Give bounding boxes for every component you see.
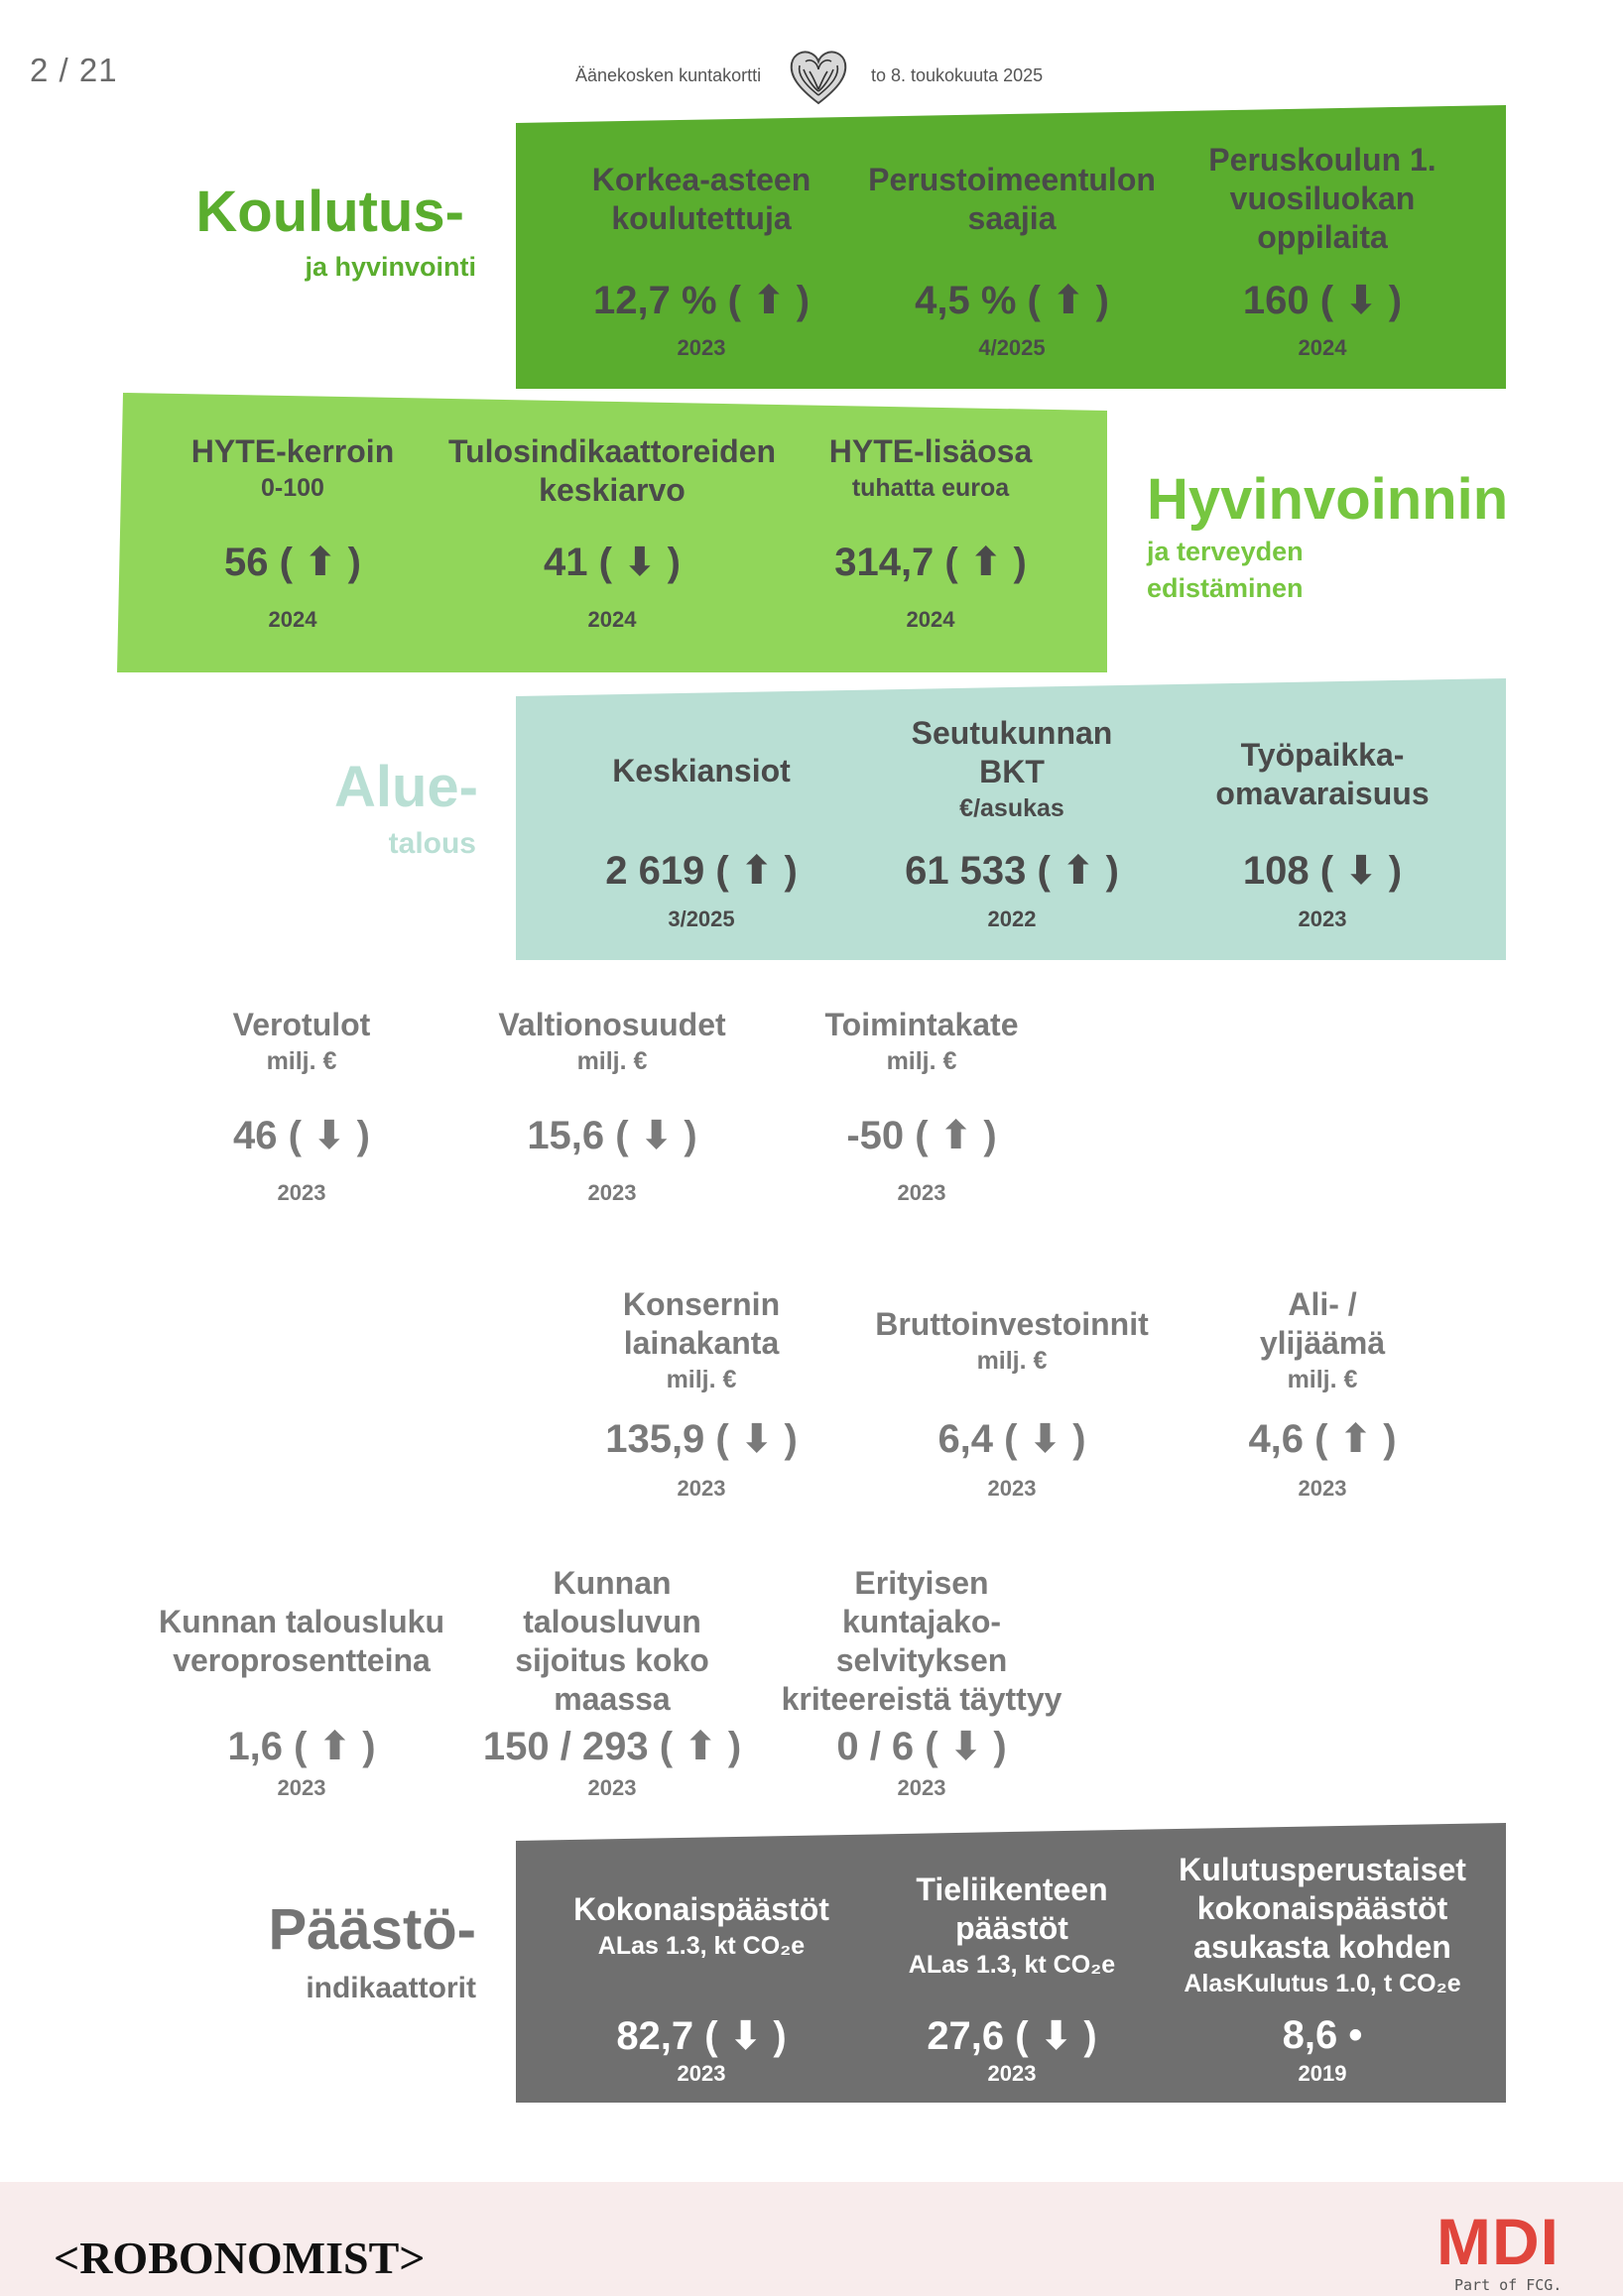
metric-label: Tulosindikaattoreiden: [447, 433, 777, 469]
metric-label: Perustoimeentulon: [868, 162, 1156, 197]
metric-tieliikenteen-paastot: [843, 1871, 1181, 2086]
metric-label: talousluvun: [523, 1604, 701, 1639]
metric-year: 3/2025: [668, 906, 735, 931]
metric-year: 4/2025: [978, 335, 1046, 360]
metric-label: vuosiluokan: [1229, 181, 1416, 216]
metric-label: Seutukunnan: [911, 715, 1113, 751]
metric-seutukunnan-bkt: [843, 714, 1181, 931]
metric-year: 2023: [1298, 1476, 1347, 1501]
header-title: Äänekosken kuntakortti: [575, 65, 762, 85]
metric-unit: milj. €: [976, 1347, 1048, 1375]
metric-label: kokonaispäästöt: [1196, 1890, 1448, 1926]
metric-value: 6,4 ( ⬇ ): [937, 1417, 1086, 1461]
metric-label: Valtionosuudet: [498, 1007, 726, 1042]
metric-label: BKT: [979, 754, 1045, 789]
metric-label: Ali- /: [1288, 1286, 1357, 1322]
metric-label: asukasta kohden: [1193, 1929, 1451, 1965]
metric-unit: €/asukas: [959, 794, 1064, 822]
metric-label: omavaraisuus: [1215, 776, 1430, 811]
metric-toimintakate: [753, 1006, 1090, 1205]
metric-label: HYTE-kerroin: [190, 433, 395, 469]
metric-value: 27,6 ( ⬇ ): [927, 2014, 1097, 2058]
metric-label: Peruskoulun 1.: [1208, 142, 1436, 178]
metric-year: 2023: [677, 2061, 726, 2086]
metric-label: kriteereistä täyttyy: [781, 1681, 1062, 1717]
metric-label: Tieliikenteen: [916, 1872, 1108, 1907]
metric-label: Korkea-asteen: [591, 162, 812, 197]
section-subtitle-alue: talous: [388, 827, 476, 860]
metric-tyopaikkaomavaraisuus: [1154, 736, 1491, 931]
metric-label: saajia: [967, 200, 1057, 236]
metric-hyte-lisaosa: [762, 432, 1099, 632]
metric-label: Työpaikka-: [1240, 737, 1405, 773]
metric-unit: milj. €: [1287, 1366, 1358, 1393]
metric-year: 2022: [987, 906, 1037, 931]
metric-year: 2023: [677, 335, 726, 360]
metric-value: 4,5 % ( ⬆ ): [915, 279, 1109, 322]
metric-unit: milj. €: [666, 1366, 737, 1393]
metric-label: sijoitus koko: [515, 1642, 709, 1678]
metric-year: 2023: [1298, 906, 1347, 931]
metric-unit: milj. €: [886, 1047, 957, 1075]
metric-year: 2023: [277, 1180, 326, 1205]
metric-korkea-asteen: [533, 161, 870, 360]
metric-year: 2024: [906, 607, 955, 632]
metric-keskiansiot: [533, 752, 870, 931]
metric-label: veroprosentteina: [173, 1642, 431, 1678]
metric-bruttoinvestoinnit: [843, 1305, 1181, 1501]
metric-label: ylijäämä: [1259, 1325, 1386, 1361]
section-subtitle-hyvinvointi-1: ja terveyden: [1147, 537, 1304, 566]
mdi-logo: MDI: [1436, 2205, 1560, 2278]
metric-perustoimeentulo: [843, 161, 1181, 360]
metric-year: 2024: [268, 607, 317, 632]
metric-label: Verotulot: [232, 1007, 371, 1042]
metric-label: Kulutusperustaiset: [1179, 1852, 1466, 1887]
metric-label: selvityksen: [835, 1642, 1008, 1678]
metric-value: -50 ( ⬆ ): [846, 1114, 997, 1157]
metric-year: 2023: [987, 1476, 1037, 1501]
metric-year: 2023: [277, 1775, 326, 1800]
metric-value: 61 533 ( ⬆ ): [905, 849, 1119, 893]
metric-kokonaispaastot: [533, 1890, 870, 2086]
section-title-koulutus: Koulutus-: [195, 180, 464, 244]
metric-ali-ylijaama: [1154, 1285, 1491, 1501]
metric-verotulot: [133, 1006, 470, 1205]
robonomist-logo: <ROBONOMIST>: [54, 2233, 426, 2283]
metric-label: Toimintakate: [824, 1007, 1019, 1042]
metric-year: 2024: [1298, 335, 1347, 360]
metric-value: 4,6 ( ⬆ ): [1248, 1417, 1397, 1461]
metric-unit: milj. €: [576, 1047, 648, 1075]
fingerprint-heart-icon: [786, 44, 851, 109]
metric-unit: ALas 1.3, kt CO₂e: [597, 1932, 806, 1960]
metric-value: 150 / 293 ( ⬆ ): [482, 1725, 742, 1768]
metric-value: 0 / 6 ( ⬇ ): [836, 1725, 1007, 1768]
metric-talousluvun-sijoitus: [443, 1564, 781, 1800]
metric-year: 2023: [587, 1180, 637, 1205]
metric-year: 2023: [987, 2061, 1037, 2086]
metric-label: Kunnan talousluku: [159, 1604, 444, 1639]
metric-value: 2 619 ( ⬆ ): [605, 849, 798, 893]
metric-value: 314,7 ( ⬆ ): [834, 541, 1027, 584]
metric-value: 12,7 % ( ⬆ ): [592, 279, 811, 322]
metric-konsernin-lainakanta: [533, 1285, 870, 1501]
metric-label: Bruttoinvestoinnit: [875, 1306, 1149, 1342]
metric-unit: ALas 1.3, kt CO₂e: [908, 1951, 1116, 1979]
metric-label: Kunnan: [553, 1565, 672, 1601]
metric-unit: 0-100: [261, 474, 324, 502]
mdi-logo-subtitle: Part of FCG.: [1454, 2276, 1562, 2294]
metric-value: 41 ( ⬇ ): [544, 541, 681, 584]
metric-label: päästöt: [955, 1910, 1068, 1946]
metric-year: 2019: [1298, 2061, 1347, 2086]
metric-label: koulutettuja: [611, 200, 792, 236]
metric-kunnan-talousluku: [133, 1603, 470, 1800]
metric-label: maassa: [554, 1681, 671, 1717]
metric-kuntajakoselvitys: [753, 1564, 1090, 1800]
metric-value: 1,6 ( ⬆ ): [227, 1725, 376, 1768]
metric-year: 2024: [587, 607, 637, 632]
metric-label: oppilaita: [1257, 219, 1388, 255]
metric-year: 2023: [897, 1775, 946, 1800]
metric-label: HYTE-lisäosa: [828, 433, 1033, 469]
metric-unit: AlasKulutus 1.0, t CO₂e: [1184, 1970, 1461, 1997]
section-subtitle-koulutus: ja hyvinvointi: [305, 252, 476, 282]
metric-label: kuntajako-: [841, 1604, 1002, 1639]
metric-peruskoulu: [1154, 141, 1491, 360]
metric-year: 2023: [587, 1775, 637, 1800]
metric-value: 56 ( ⬆ ): [224, 541, 361, 584]
metric-kulutusperustaiset-paastot: [1154, 1851, 1491, 2086]
metric-value: 15,6 ( ⬇ ): [527, 1114, 697, 1157]
metric-label: Konsernin: [622, 1286, 781, 1322]
metric-tulosindikaattorit: [443, 432, 781, 632]
header-date: to 8. toukokuuta 2025: [871, 65, 1044, 85]
metric-value: 108 ( ⬇ ): [1242, 849, 1403, 893]
metric-label: Keskiansiot: [612, 753, 791, 788]
metric-value: 46 ( ⬇ ): [233, 1114, 370, 1157]
section-subtitle-hyvinvointi-2: edistäminen: [1147, 573, 1304, 603]
metric-value: 160 ( ⬇ ): [1242, 279, 1403, 322]
metric-year: 2023: [677, 1476, 726, 1501]
metric-label: Erityisen: [854, 1565, 989, 1601]
metric-label: Kokonaispäästöt: [573, 1891, 829, 1927]
metric-label: lainakanta: [623, 1325, 780, 1361]
metric-year: 2023: [897, 1180, 946, 1205]
section-title-alue: Alue-: [334, 755, 478, 819]
metric-value: 82,7 ( ⬇ ): [616, 2014, 787, 2058]
section-title-paasto: Päästö-: [268, 1897, 476, 1962]
metric-value: 8,6 •: [1282, 2013, 1363, 2057]
metric-valtionosuudet: [443, 1006, 781, 1205]
section-title-hyvinvointi: Hyvinvoinnin: [1147, 467, 1509, 532]
section-subtitle-paasto: indikaattorit: [306, 1972, 476, 2004]
metric-label: keskiarvo: [539, 472, 686, 508]
metric-unit: milj. €: [266, 1047, 337, 1075]
metric-hyte-kerroin: [124, 432, 461, 632]
page-number: 2 / 21: [30, 52, 118, 88]
metric-value: 135,9 ( ⬇ ): [605, 1417, 798, 1461]
metric-unit: tuhatta euroa: [851, 474, 1010, 502]
